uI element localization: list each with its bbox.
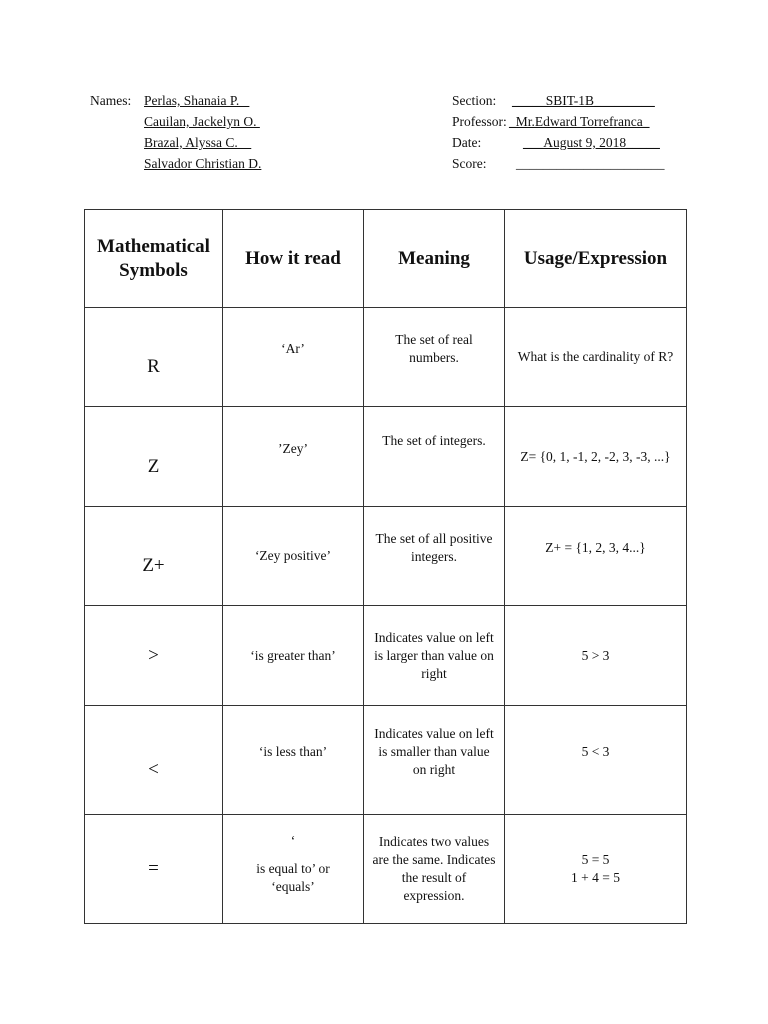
read-text: ‘Zey positive’ — [254, 548, 332, 563]
names-label: Names: — [90, 93, 132, 108]
meaning-text: Indicates value on left is larger than value on right — [374, 629, 494, 681]
symbol-cell — [85, 606, 223, 706]
header-symbols: Mathematical Symbols — [85, 210, 223, 308]
read-cell — [223, 706, 364, 815]
read-text: is equal to’ or ‘equals’ — [256, 861, 330, 894]
symbol-text: < — [148, 759, 159, 780]
read-cell — [223, 407, 364, 507]
symbol-text: = — [148, 858, 159, 879]
table-row — [85, 507, 687, 606]
meaning-text: The set of all positive integers. — [375, 531, 493, 564]
read-text: ‘is greater than’ — [250, 647, 336, 663]
symbol-text: > — [148, 644, 159, 666]
name-1: Perlas, Shanaia P. — [144, 93, 250, 108]
meaning-text: Indicates two values are the same. Indicates the result of expression. — [372, 834, 496, 903]
read-text: ‘is less than’ — [258, 744, 328, 759]
usage-text: Z+ = {1, 2, 3, 4...} — [545, 540, 646, 555]
symbol-text: Z+ — [142, 555, 165, 576]
section-value: _____SBIT-1B_________ — [512, 93, 655, 108]
name-4: Salvador Christian D. — [144, 156, 262, 171]
header-usage: Usage/Expression — [505, 210, 687, 308]
symbol-cell — [85, 507, 223, 606]
header-meaning: Meaning — [364, 210, 505, 308]
symbol-cell — [85, 407, 223, 507]
usage-cell — [505, 407, 687, 507]
table-row — [85, 308, 687, 407]
meaning-text: The set of real numbers. — [395, 332, 473, 365]
date-value: ___August 9, 2018_____ — [523, 135, 660, 150]
read-cell — [223, 815, 364, 924]
section-label: Section: — [452, 93, 497, 108]
read-cell — [223, 606, 364, 706]
meaning-cell — [364, 606, 505, 706]
usage-cell — [505, 308, 687, 407]
table-row — [85, 815, 687, 924]
math-symbols-table — [84, 209, 687, 924]
table-row — [85, 407, 687, 507]
usage-text: 5 > 3 — [581, 647, 610, 663]
professor-label: Professor: — [452, 114, 507, 129]
read-text: ’Zey’ — [278, 440, 308, 456]
usage-text: 5 < 3 — [581, 744, 610, 759]
table-row — [85, 706, 687, 815]
symbol-text: R — [147, 356, 160, 377]
usage-cell — [505, 815, 687, 924]
symbol-cell — [85, 815, 223, 924]
meaning-cell — [364, 706, 505, 815]
meaning-cell — [364, 507, 505, 606]
read-cell — [223, 308, 364, 407]
meaning-text: The set of integers. — [382, 432, 486, 448]
usage-line-1: 5 = 5 — [581, 852, 610, 867]
table-header-row — [85, 210, 687, 308]
meaning-cell — [364, 407, 505, 507]
date-label: Date: — [452, 135, 482, 150]
name-2: Cauilan, Jackelyn O. — [144, 114, 260, 129]
usage-cell — [505, 706, 687, 815]
score-value: ______________________ — [516, 156, 665, 171]
usage-cell — [505, 507, 687, 606]
usage-cell — [505, 606, 687, 706]
name-3: Brazal, Alyssa C. — [144, 135, 252, 150]
header-how-it-read: How it read — [223, 210, 364, 308]
read-quote-mark: ‘ — [290, 833, 296, 848]
meaning-text: Indicates value on left is smaller than value on right — [374, 726, 494, 777]
professor-value: _Mr.Edward Torrefranca_ — [509, 114, 650, 129]
symbol-cell — [85, 706, 223, 815]
usage-text: Z= {0, 1, -1, 2, -2, 3, -3, ...} — [520, 448, 671, 464]
read-text: ‘Ar’ — [281, 341, 305, 356]
symbol-cell — [85, 308, 223, 407]
usage-text: What is the cardinality of R? — [517, 349, 674, 364]
symbol-text: Z — [147, 455, 160, 477]
score-label: Score: — [452, 156, 487, 171]
table-row — [85, 606, 687, 706]
read-cell — [223, 507, 364, 606]
meaning-cell — [364, 815, 505, 924]
usage-line-2: 1 + 4 = 5 — [571, 870, 620, 885]
meaning-cell — [364, 308, 505, 407]
